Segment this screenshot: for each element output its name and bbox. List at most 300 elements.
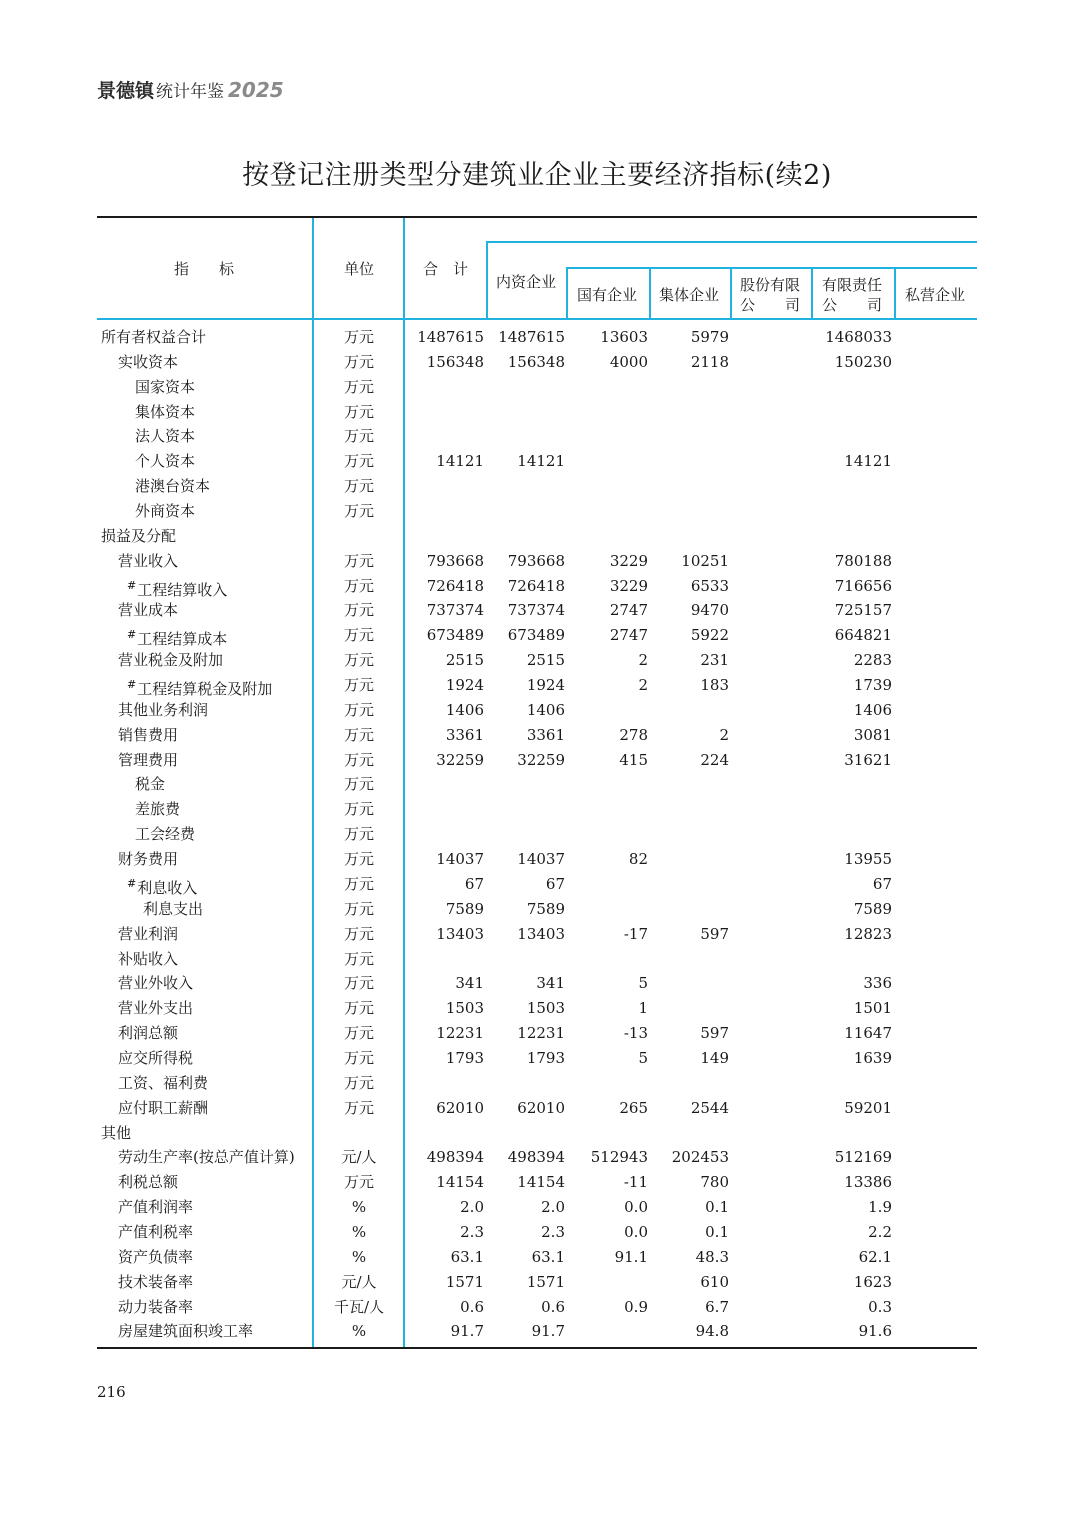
row-label-text: 国家资本 <box>135 377 196 396</box>
row-label <box>118 1071 208 1095</box>
table-row <box>0 350 1074 375</box>
table-top-rule <box>97 216 977 218</box>
cell-value: 498394 <box>507 1148 565 1167</box>
table-row <box>0 549 1074 574</box>
cell-value: 341 <box>536 974 565 993</box>
table-row <box>0 723 1074 748</box>
cell-value: 6.7 <box>705 1297 729 1316</box>
cell-value: 7589 <box>445 899 484 918</box>
cell-value: 13403 <box>517 924 565 943</box>
cell-value: 1924 <box>445 676 484 695</box>
row-unit: % <box>351 1322 367 1341</box>
cell-value: 3361 <box>445 725 484 744</box>
cell-value: 2747 <box>609 601 648 620</box>
cell-value: 156348 <box>426 352 484 371</box>
cell-value: 5 <box>638 1048 648 1067</box>
page-title: 按登记注册类型分建筑业企业主要经济指标(续2) <box>242 160 832 191</box>
cell-value: 1571 <box>445 1272 484 1291</box>
row-label <box>118 996 193 1020</box>
cell-value: 2544 <box>690 1098 729 1117</box>
table-row <box>0 822 1074 847</box>
row-label <box>118 748 178 772</box>
row-unit: 万元 <box>343 825 374 844</box>
cell-value: 2515 <box>526 651 565 670</box>
cell-value: 0.1 <box>705 1222 729 1241</box>
cell-value: 0.1 <box>705 1198 729 1217</box>
header-domestic: 内资企业 <box>496 273 557 291</box>
running-head-book: 统计年鉴 <box>156 82 225 102</box>
cell-value: 231 <box>700 651 729 670</box>
of-which-mark: # <box>127 578 137 592</box>
header-private: 私营企业 <box>905 286 966 304</box>
cell-value: 5 <box>638 974 648 993</box>
row-label <box>143 897 203 921</box>
page-number: 216 <box>97 1383 126 1401</box>
row-label <box>127 872 197 900</box>
cell-value: 149 <box>700 1048 729 1067</box>
cell-value: 32259 <box>517 750 565 769</box>
cell-value: 7589 <box>853 899 892 918</box>
cell-value: -17 <box>623 924 648 943</box>
table-row <box>0 1195 1074 1220</box>
row-label <box>118 847 178 871</box>
cell-value: 2283 <box>853 651 892 670</box>
cell-value: 0.9 <box>624 1297 648 1316</box>
row-unit: 千瓦/人 <box>333 1297 385 1316</box>
row-unit: % <box>351 1222 367 1241</box>
table-row <box>0 623 1074 648</box>
cell-value: 341 <box>455 974 484 993</box>
table-row <box>0 400 1074 425</box>
cell-value: 3229 <box>609 551 648 570</box>
cell-value: 67 <box>545 874 565 893</box>
header-joint-stock-line2: 公 司 <box>740 296 801 314</box>
cell-value: 2747 <box>609 626 648 645</box>
cell-value: 278 <box>619 725 648 744</box>
row-unit: 元/人 <box>341 1148 377 1167</box>
row-label-text: 集体资本 <box>135 402 196 421</box>
row-label <box>135 449 195 473</box>
cell-value: 156348 <box>507 352 565 371</box>
row-unit: 万元 <box>343 1173 374 1192</box>
table-row <box>0 872 1074 897</box>
cell-value: 265 <box>619 1098 648 1117</box>
row-label <box>118 648 223 672</box>
cell-value: 9470 <box>690 601 729 620</box>
row-label-text: 其他 <box>101 1123 132 1142</box>
table-row <box>0 598 1074 623</box>
cell-value: 2.3 <box>541 1222 565 1241</box>
row-label-text: 应付职工薪酬 <box>118 1098 209 1117</box>
row-label-text: 动力装备率 <box>118 1297 194 1316</box>
cell-value: 13403 <box>436 924 484 943</box>
cell-value: 14154 <box>517 1173 565 1192</box>
row-unit: 万元 <box>343 1048 374 1067</box>
row-unit: 万元 <box>343 850 374 869</box>
row-label-text: 利税总额 <box>118 1173 179 1192</box>
cell-value: 1739 <box>853 676 892 695</box>
cell-value: 1571 <box>526 1272 565 1291</box>
cell-value: 0.0 <box>624 1198 648 1217</box>
cell-value: 664821 <box>834 626 892 645</box>
cell-value: 202453 <box>671 1148 729 1167</box>
cell-value: 91.1 <box>614 1247 648 1266</box>
cell-value: 726418 <box>507 576 565 595</box>
header-state-divider <box>649 268 651 319</box>
cell-value: 12823 <box>844 924 892 943</box>
row-unit: 万元 <box>343 328 374 346</box>
cell-value: 726418 <box>426 576 484 595</box>
table-row <box>0 748 1074 773</box>
table-row <box>0 325 1074 350</box>
row-label <box>118 1220 193 1244</box>
cell-value: 11647 <box>844 1024 892 1043</box>
cell-value: 725157 <box>834 601 892 620</box>
cell-value: 1.9 <box>868 1198 892 1217</box>
row-label <box>135 822 195 846</box>
row-label <box>118 350 178 374</box>
cell-value: 1406 <box>526 700 565 719</box>
row-unit: 万元 <box>343 949 374 968</box>
cell-value: 793668 <box>426 551 484 570</box>
cell-value: 1793 <box>526 1048 565 1067</box>
row-unit: 万元 <box>343 377 374 396</box>
table-row <box>0 971 1074 996</box>
cell-value: 2.0 <box>541 1198 565 1217</box>
row-label-text: 补贴收入 <box>118 949 179 968</box>
table-bottom-rule <box>97 1347 977 1349</box>
cell-value: 2.2 <box>868 1222 892 1241</box>
table-row <box>0 947 1074 972</box>
row-unit: 万元 <box>343 477 374 496</box>
cell-value: 62010 <box>436 1098 484 1117</box>
row-unit: 万元 <box>343 402 374 421</box>
row-label <box>118 1145 295 1169</box>
row-label <box>127 574 227 602</box>
cell-value: 14037 <box>436 850 484 869</box>
row-label-text: 工会经费 <box>135 825 196 844</box>
cell-value: 150230 <box>834 352 892 371</box>
cell-value: 2 <box>638 676 648 695</box>
row-unit: 万元 <box>343 974 374 993</box>
row-label-text: 资产负债率 <box>118 1247 194 1266</box>
row-unit: 万元 <box>343 700 374 719</box>
cell-value: 716656 <box>834 576 892 595</box>
row-unit: 万元 <box>343 725 374 744</box>
table-row <box>0 847 1074 872</box>
header-bottom-rule <box>97 318 977 320</box>
cell-value: 2.0 <box>460 1198 484 1217</box>
table-row <box>0 797 1074 822</box>
table-row <box>0 524 1074 549</box>
row-label-text: 工程结算成本 <box>137 630 228 649</box>
cell-value: 336 <box>863 974 892 993</box>
header-indicator: 指 标 <box>174 260 235 278</box>
row-label-text: 营业税金及附加 <box>118 651 224 670</box>
table-row <box>0 574 1074 599</box>
row-label-text: 利息收入 <box>137 878 198 897</box>
table-row <box>0 1021 1074 1046</box>
cell-value: 4000 <box>609 352 648 371</box>
cell-value: 3229 <box>609 576 648 595</box>
row-label <box>118 698 208 722</box>
header-unit: 单位 <box>344 260 375 278</box>
cell-value: 1501 <box>853 999 892 1018</box>
row-label-text: 法人资本 <box>135 427 196 446</box>
row-label-text: 劳动生产率(按总产值计算) <box>118 1148 295 1167</box>
row-unit: 万元 <box>343 551 374 570</box>
cell-value: 0.0 <box>624 1222 648 1241</box>
cell-value: 1406 <box>853 700 892 719</box>
row-unit: 万元 <box>343 651 374 670</box>
cell-value: 14121 <box>517 452 565 471</box>
row-unit: 万元 <box>343 1073 374 1092</box>
row-label <box>118 1295 193 1319</box>
cell-value: 0.6 <box>460 1297 484 1316</box>
row-label <box>118 947 178 971</box>
row-label <box>135 375 195 399</box>
row-label <box>118 723 178 747</box>
cell-value: 48.3 <box>695 1247 729 1266</box>
row-unit: % <box>351 1198 367 1217</box>
row-label <box>135 474 210 498</box>
row-label <box>118 1195 193 1219</box>
cell-value: 1924 <box>526 676 565 695</box>
header-joint-stock-line1: 股份有限 <box>740 276 801 294</box>
cell-value: 12231 <box>517 1024 565 1043</box>
row-label <box>118 549 178 573</box>
table-row <box>0 1096 1074 1121</box>
cell-value: 737374 <box>507 601 565 620</box>
of-which-mark: # <box>127 678 137 692</box>
cell-value: 1487615 <box>417 328 484 346</box>
row-label-text: 利息支出 <box>143 899 204 918</box>
table-row <box>0 1121 1074 1146</box>
table-row <box>0 449 1074 474</box>
row-label <box>118 971 193 995</box>
table-row <box>0 1245 1074 1270</box>
cell-value: 5922 <box>690 626 729 645</box>
row-label-text: 损益及分配 <box>101 526 177 545</box>
row-label-text: 技术装备率 <box>118 1272 194 1291</box>
cell-value: 13603 <box>600 328 648 346</box>
row-label <box>118 1096 208 1120</box>
row-label <box>127 623 227 651</box>
table-row <box>0 772 1074 797</box>
table-row <box>0 1170 1074 1195</box>
row-label-text: 房屋建筑面积竣工率 <box>118 1322 254 1341</box>
row-unit: % <box>351 1247 367 1266</box>
cell-value: 5979 <box>690 328 729 346</box>
cell-value: 12231 <box>436 1024 484 1043</box>
row-label-text: 工程结算收入 <box>137 580 228 599</box>
cell-value: 1406 <box>445 700 484 719</box>
row-unit: 万元 <box>343 1098 374 1117</box>
row-label-text: 应交所得税 <box>118 1048 194 1067</box>
row-label-text: 工程结算税金及附加 <box>137 680 273 699</box>
cell-value: 3361 <box>526 725 565 744</box>
row-label-text: 差旅费 <box>135 800 181 819</box>
row-label <box>118 1046 193 1070</box>
cell-value: 67 <box>872 874 892 893</box>
row-unit: 万元 <box>343 502 374 521</box>
cell-value: 2 <box>638 651 648 670</box>
cell-value: 183 <box>700 676 729 695</box>
row-label-text: 利润总额 <box>118 1024 179 1043</box>
row-label-text: 营业成本 <box>118 601 179 620</box>
row-label-text: 营业利润 <box>118 924 179 943</box>
cell-value: 673489 <box>507 626 565 645</box>
cell-value: 1793 <box>445 1048 484 1067</box>
table-row <box>0 648 1074 673</box>
table-row <box>0 1071 1074 1096</box>
cell-value: 0.3 <box>868 1297 892 1316</box>
cell-value: 610 <box>700 1272 729 1291</box>
row-label-text: 管理费用 <box>118 750 179 769</box>
cell-value: 780 <box>700 1173 729 1192</box>
table-row <box>0 1319 1074 1344</box>
row-unit: 万元 <box>343 899 374 918</box>
header-domestic-top-rule <box>486 241 977 243</box>
cell-value: 793668 <box>507 551 565 570</box>
table-row <box>0 1145 1074 1170</box>
running-head <box>97 76 284 102</box>
row-unit: 元/人 <box>341 1272 377 1291</box>
table-row <box>0 424 1074 449</box>
row-label-text: 个人资本 <box>135 452 196 471</box>
row-unit: 万元 <box>343 1024 374 1043</box>
header-collective: 集体企业 <box>659 286 720 304</box>
cell-value: 2118 <box>690 352 729 371</box>
cell-value: 498394 <box>426 1148 484 1167</box>
row-label-text: 产值利润率 <box>118 1198 194 1217</box>
cell-value: 13955 <box>844 850 892 869</box>
row-label <box>118 1170 178 1194</box>
cell-value: 62010 <box>517 1098 565 1117</box>
header-total-divider <box>486 242 488 319</box>
cell-value: 1468033 <box>825 328 892 346</box>
row-unit: 万元 <box>343 352 374 371</box>
row-unit: 万元 <box>343 427 374 446</box>
cell-value: 780188 <box>834 551 892 570</box>
cell-value: 14037 <box>517 850 565 869</box>
row-unit: 万元 <box>343 874 374 893</box>
running-head-city: 景德镇 <box>97 80 155 102</box>
cell-value: 10251 <box>681 551 729 570</box>
table-row <box>0 1046 1074 1071</box>
table-row <box>0 897 1074 922</box>
cell-value: 6533 <box>690 576 729 595</box>
row-label-text: 实收资本 <box>118 352 179 371</box>
cell-value: 673489 <box>426 626 484 645</box>
of-which-mark: # <box>127 628 137 642</box>
row-unit: 万元 <box>343 601 374 620</box>
cell-value: -13 <box>623 1024 648 1043</box>
table-row <box>0 1270 1074 1295</box>
row-label <box>135 772 165 796</box>
row-label <box>135 499 195 523</box>
cell-value: 31621 <box>844 750 892 769</box>
header-jointstock-divider <box>811 268 813 319</box>
table-row <box>0 375 1074 400</box>
header-limited-divider <box>894 268 896 319</box>
row-label <box>101 524 176 548</box>
cell-value: 14121 <box>844 452 892 471</box>
cell-value: 2 <box>719 725 729 744</box>
row-label-text: 所有者权益合计 <box>101 328 207 346</box>
cell-value: 62.1 <box>858 1247 892 1266</box>
cell-value: 415 <box>619 750 648 769</box>
cell-value: 512943 <box>590 1148 648 1167</box>
row-label-text: 工资、福利费 <box>118 1073 209 1092</box>
row-unit: 万元 <box>343 775 374 794</box>
header-state-owned: 国有企业 <box>577 286 638 304</box>
cell-value: 1487615 <box>498 328 565 346</box>
row-unit: 万元 <box>343 626 374 645</box>
row-label-text: 税金 <box>135 775 166 794</box>
row-label-text: 营业外收入 <box>118 974 194 993</box>
row-label <box>135 797 180 821</box>
row-label <box>118 922 178 946</box>
table-row <box>0 1295 1074 1320</box>
cell-value: 1503 <box>526 999 565 1018</box>
cell-value: 3081 <box>853 725 892 744</box>
row-unit: 万元 <box>343 452 374 471</box>
cell-value: 91.6 <box>858 1322 892 1341</box>
header-domestic-divider <box>566 268 568 319</box>
cell-value: 7589 <box>526 899 565 918</box>
row-label-text: 营业外支出 <box>118 999 194 1018</box>
table-row <box>0 474 1074 499</box>
header-subtype-top-rule <box>566 267 977 269</box>
cell-value: 1623 <box>853 1272 892 1291</box>
running-head-year: 2025 <box>228 78 284 102</box>
header-limited-line2: 公 司 <box>822 296 883 314</box>
cell-value: 1639 <box>853 1048 892 1067</box>
row-label <box>101 1121 131 1145</box>
table-row <box>0 499 1074 524</box>
cell-value: 13386 <box>844 1173 892 1192</box>
row-label <box>135 400 195 424</box>
row-label <box>118 1021 178 1045</box>
cell-value: 597 <box>700 924 729 943</box>
cell-value: 14121 <box>436 452 484 471</box>
row-label <box>127 673 272 701</box>
cell-value: 2.3 <box>460 1222 484 1241</box>
table-row <box>0 698 1074 723</box>
header-collective-divider <box>730 268 732 319</box>
table-row <box>0 922 1074 947</box>
header-limited-line1: 有限责任 <box>822 276 883 294</box>
table-row <box>0 1220 1074 1245</box>
row-label-text: 港澳台资本 <box>135 477 211 496</box>
row-label-text: 营业收入 <box>118 551 179 570</box>
cell-value: -11 <box>623 1173 648 1192</box>
cell-value: 32259 <box>436 750 484 769</box>
cell-value: 59201 <box>844 1098 892 1117</box>
cell-value: 512169 <box>834 1148 892 1167</box>
cell-value: 0.6 <box>541 1297 565 1316</box>
row-label <box>118 1270 193 1294</box>
cell-value: 2515 <box>445 651 484 670</box>
row-label-text: 外商资本 <box>135 502 196 521</box>
cell-value: 63.1 <box>450 1247 484 1266</box>
header-total: 合 计 <box>423 260 469 278</box>
row-unit: 万元 <box>343 924 374 943</box>
cell-value: 91.7 <box>531 1322 565 1341</box>
row-unit: 万元 <box>343 676 374 695</box>
cell-value: 67 <box>464 874 484 893</box>
